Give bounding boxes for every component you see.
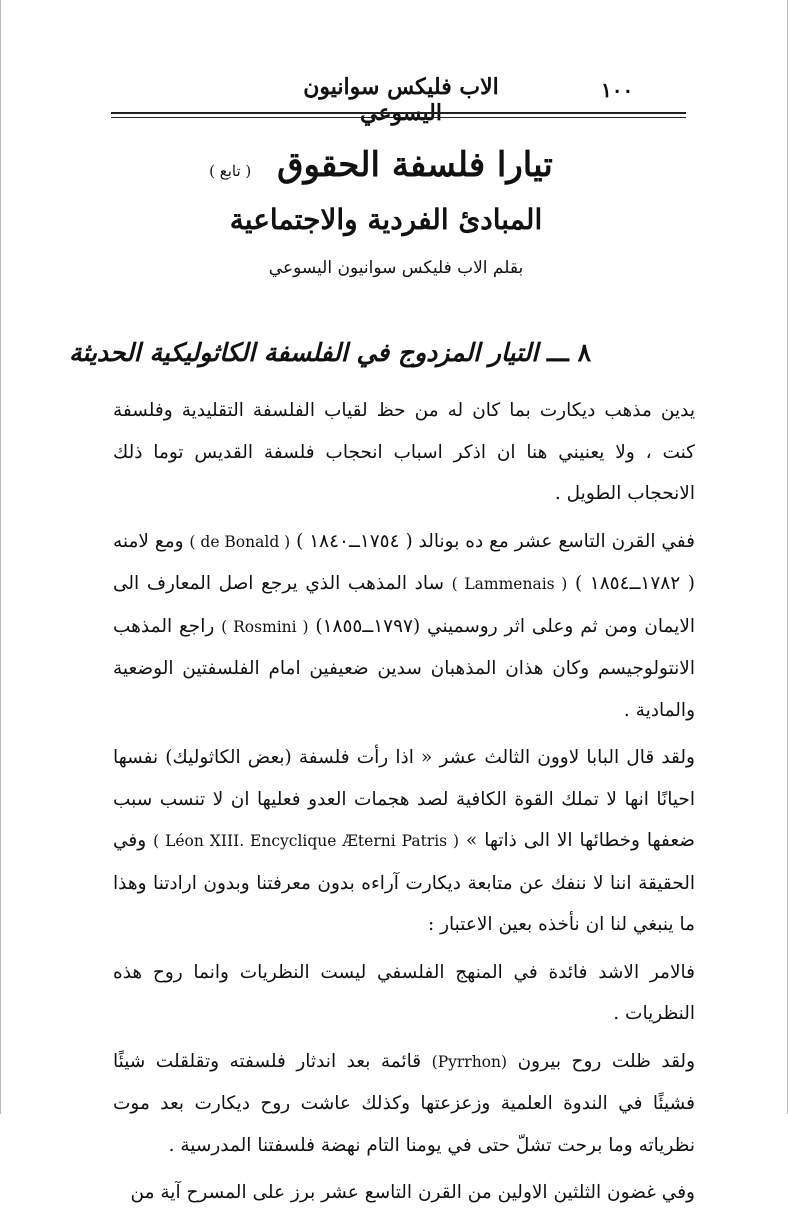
- article-byline: بقلم الاب فليكس سوانيون اليسوعي: [268, 258, 524, 278]
- running-header: الاب فليكس سوانيون اليسوعي: [303, 74, 499, 126]
- paragraph-text: ومع لامنه ( ١٧٨٢ــ١٨٥٤ ): [113, 530, 695, 594]
- latin-name: ( Rosmini ): [221, 617, 309, 636]
- latin-citation: ( Léon XIII. Encyclique Æterni Patris ): [153, 832, 460, 850]
- paragraph: [113, 737, 695, 946]
- paragraph-text: ففي القرن التاسع عشر مع ده بونالد ( ١٧٥٤ــ١٨٤٠ ): [296, 530, 695, 552]
- continued-note: ( تابع ): [209, 162, 252, 180]
- paragraph: يدين مذهب ديكارت بما كان له من حظ لقياب الفلسفة التقليدية وفلسفة كنت ، ولا يعنيني هنا ان اذكر اسباب انحجاب فلسفة القديس توما ذلك الانحجاب الطويل .: [113, 400, 695, 504]
- paragraph-text: ولقد ظلت روح بيرون: [517, 1050, 695, 1072]
- article-title: [101, 145, 661, 185]
- paragraph: [113, 521, 695, 732]
- paragraph-text: وفي الحقيقة اننا لا ننفك عن متابعة ديكارت آراءه بدون معرفتنا وبدون ارادتنا وهذا ما ينبغي لنا ان نأخذه بعين الاعتبار :: [113, 830, 695, 935]
- header-rule: [111, 112, 686, 114]
- paragraph-text: ولقد قال البابا لاوون الثالث عشر « اذا رأت فلسفة (بعض الكاثوليك) نفسها احيانًا انها لا تملك القوة الكافية لصد هجمات العدو فعليها ان لا تنسب سبب ضعفها وخطائها الا الى ذاتها »: [113, 747, 695, 851]
- paragraph: فالامر الاشد فائدة في المنهج الفلسفي ليست النظريات وانما روح هذه النظريات .: [113, 961, 695, 1024]
- paragraph-text: قائمة بعد اندثار فلسفته وتقلقلت شيئًا فشيئًا في الندوة العلمية وزعزعتها وكذلك عاشت روح ديكارت بعد موت نظرياته وما برحت تشلّ حتى في يومنا التام نهضة فلسفتنا المدرسية .: [113, 1050, 695, 1156]
- section-number: ٨ ـــ: [546, 338, 591, 367]
- latin-name: ( de Bonald ): [189, 532, 291, 551]
- section-heading: [69, 338, 591, 367]
- body-text: [113, 390, 695, 1214]
- paragraph-text: ساد المذهب الذي يرجع اصل المعارف الى الايمان ومن ثم وعلى اثر روسميني (١٧٩٧ــ١٨٥٥): [113, 573, 696, 637]
- paragraph: [113, 1041, 695, 1167]
- paragraph: وفي غضون الثلثين الاولين من القرن التاسع عشر برز على المسرح آية من: [130, 1182, 695, 1203]
- section-title: التيار المزدوج في الفلسفة الكاثوليكية الحديثة: [69, 338, 539, 367]
- header-rule-thin: [111, 117, 686, 118]
- article-title-text: تيارا فلسفة الحقوق: [277, 145, 553, 185]
- page-number: ١٠٠: [601, 78, 634, 102]
- latin-name: (Pyrrhon): [431, 1052, 508, 1071]
- paragraph-text: راجع المذهب الانتولوجيسم وكان هذان المذهبان سدين ضعيفين امام الفلسفتين الوضعية والمادية .: [113, 615, 695, 721]
- latin-name: ( Lammenais ): [451, 575, 568, 593]
- article-subtitle: المبادئ الفردية والاجتماعية: [229, 203, 543, 236]
